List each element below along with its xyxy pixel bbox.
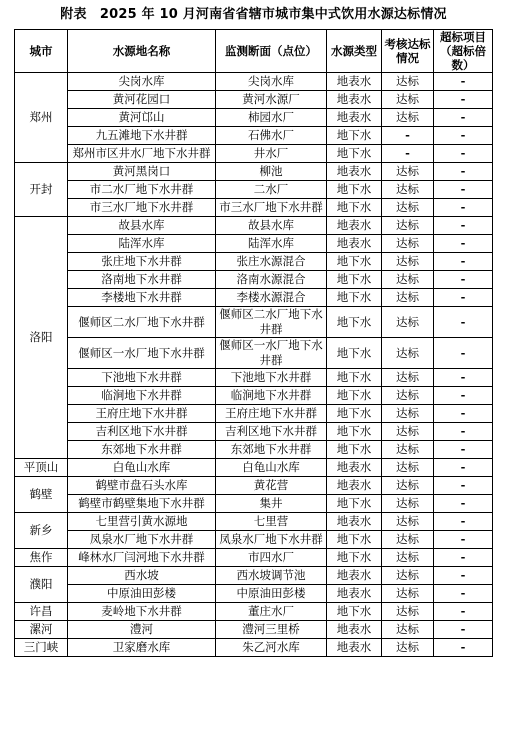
source-name-cell: 白龟山水库	[68, 459, 216, 477]
source-type-cell: 地下水	[327, 423, 382, 441]
source-name-cell: 鹤壁市鹤壁集地下水井群	[68, 495, 216, 513]
source-name-cell: 黄河黑岗口	[68, 163, 216, 181]
exceed-cell: -	[434, 199, 493, 217]
table-row	[15, 513, 493, 531]
exceed-cell: -	[434, 91, 493, 109]
source-name-cell: 吉利区地下水井群	[68, 423, 216, 441]
source-type-cell: 地下水	[327, 531, 382, 549]
exceed-cell: -	[434, 423, 493, 441]
table-row	[15, 459, 493, 477]
compliance-cell: -	[382, 127, 434, 145]
exceed-cell: -	[434, 145, 493, 163]
source-type-cell: 地表水	[327, 235, 382, 253]
exceed-cell: -	[434, 181, 493, 199]
monitoring-site-cell: 西水坡调节池	[216, 567, 327, 585]
source-type-cell: 地下水	[327, 495, 382, 513]
compliance-cell: 达标	[382, 549, 434, 567]
exceed-cell: -	[434, 639, 493, 657]
monitoring-site-cell: 柿园水厂	[216, 109, 327, 127]
compliance-cell: 达标	[382, 235, 434, 253]
monitoring-site-cell: 偃师区一水厂地下水井群	[216, 338, 327, 369]
compliance-cell: 达标	[382, 387, 434, 405]
monitoring-site-cell: 市三水厂地下水井群	[216, 199, 327, 217]
monitoring-site-cell: 下池地下水井群	[216, 369, 327, 387]
compliance-cell: 达标	[382, 603, 434, 621]
monitoring-site-cell: 故县水库	[216, 217, 327, 235]
source-type-cell: 地下水	[327, 387, 382, 405]
monitoring-site-cell: 市四水厂	[216, 549, 327, 567]
source-name-cell: 临涧地下水井群	[68, 387, 216, 405]
source-name-cell: 陆浑水库	[68, 235, 216, 253]
compliance-cell: 达标	[382, 217, 434, 235]
source-type-cell: 地表水	[327, 513, 382, 531]
source-type-cell: 地表水	[327, 639, 382, 657]
table-row	[15, 423, 493, 441]
compliance-cell: 达标	[382, 621, 434, 639]
exceed-cell: -	[434, 163, 493, 181]
monitoring-site-cell: 石佛水厂	[216, 127, 327, 145]
header-city: 城市	[15, 30, 68, 73]
table-header-row	[15, 30, 493, 73]
source-name-cell: 洛南地下水井群	[68, 271, 216, 289]
exceed-cell: -	[434, 307, 493, 338]
exceed-cell: -	[434, 369, 493, 387]
monitoring-site-cell: 中原油田彭楼	[216, 585, 327, 603]
monitoring-site-cell: 董庄水厂	[216, 603, 327, 621]
compliance-cell: 达标	[382, 639, 434, 657]
exceed-cell: -	[434, 253, 493, 271]
page-title: 附表 2025 年 10 月河南省省辖市城市集中式饮用水源达标情况	[60, 7, 447, 22]
compliance-cell: 达标	[382, 567, 434, 585]
table-row	[15, 477, 493, 495]
source-type-cell: 地下水	[327, 253, 382, 271]
monitoring-site-cell: 洛南水源混合	[216, 271, 327, 289]
compliance-cell: 达标	[382, 369, 434, 387]
source-type-cell: 地下水	[327, 127, 382, 145]
table-row	[15, 127, 493, 145]
monitoring-site-cell: 张庄水源混合	[216, 253, 327, 271]
monitoring-site-cell: 李楼水源混合	[216, 289, 327, 307]
city-cell: 开封	[15, 163, 68, 217]
exceed-cell: -	[434, 73, 493, 91]
water-source-table	[14, 29, 493, 657]
source-type-cell: 地下水	[327, 271, 382, 289]
table-row	[15, 585, 493, 603]
exceed-cell: -	[434, 441, 493, 459]
source-type-cell: 地表水	[327, 109, 382, 127]
table-row	[15, 199, 493, 217]
source-name-cell: 黄河邙山	[68, 109, 216, 127]
monitoring-site-cell: 白龟山水库	[216, 459, 327, 477]
city-cell: 焦作	[15, 549, 68, 567]
table-row	[15, 307, 493, 338]
table-row	[15, 289, 493, 307]
exceed-cell: -	[434, 289, 493, 307]
header-source-type: 水源类型	[327, 30, 382, 73]
source-type-cell: 地表水	[327, 477, 382, 495]
table-row	[15, 621, 493, 639]
source-type-cell: 地下水	[327, 307, 382, 338]
table-row	[15, 387, 493, 405]
source-name-cell: 市二水厂地下水井群	[68, 181, 216, 199]
monitoring-site-cell: 黄河水源厂	[216, 91, 327, 109]
table-row	[15, 109, 493, 127]
compliance-cell: 达标	[382, 253, 434, 271]
compliance-cell: 达标	[382, 585, 434, 603]
monitoring-site-cell: 偃师区二水厂地下水井群	[216, 307, 327, 338]
source-name-cell: 李楼地下水井群	[68, 289, 216, 307]
header-exceed-items: 超标项目（超标倍数）	[434, 30, 493, 73]
source-type-cell: 地下水	[327, 405, 382, 423]
exceed-cell: -	[434, 387, 493, 405]
exceed-cell: -	[434, 338, 493, 369]
monitoring-site-cell: 东郊地下水井群	[216, 441, 327, 459]
header-compliance: 考核达标情况	[382, 30, 434, 73]
compliance-cell: 达标	[382, 289, 434, 307]
source-type-cell: 地下水	[327, 603, 382, 621]
monitoring-site-cell: 井水厂	[216, 145, 327, 163]
compliance-cell: 达标	[382, 423, 434, 441]
source-type-cell: 地表水	[327, 91, 382, 109]
source-name-cell: 偃师区一水厂地下水井群	[68, 338, 216, 369]
compliance-cell: 达标	[382, 513, 434, 531]
city-cell: 三门峡	[15, 639, 68, 657]
source-type-cell: 地表水	[327, 459, 382, 477]
exceed-cell: -	[434, 495, 493, 513]
monitoring-site-cell: 凤泉水厂地下水井群	[216, 531, 327, 549]
compliance-cell: 达标	[382, 338, 434, 369]
source-type-cell: 地表水	[327, 567, 382, 585]
table-row	[15, 253, 493, 271]
table-row	[15, 145, 493, 163]
source-type-cell: 地表水	[327, 217, 382, 235]
source-type-cell: 地表水	[327, 621, 382, 639]
compliance-cell: 达标	[382, 477, 434, 495]
compliance-cell: 达标	[382, 271, 434, 289]
monitoring-site-cell: 朱乙河水库	[216, 639, 327, 657]
exceed-cell: -	[434, 477, 493, 495]
source-type-cell: 地表水	[327, 585, 382, 603]
table-row	[15, 369, 493, 387]
source-type-cell: 地下水	[327, 441, 382, 459]
compliance-cell: 达标	[382, 91, 434, 109]
source-name-cell: 市三水厂地下水井群	[68, 199, 216, 217]
table-row	[15, 271, 493, 289]
table-row	[15, 441, 493, 459]
exceed-cell: -	[434, 513, 493, 531]
monitoring-site-cell: 陆浑水库	[216, 235, 327, 253]
compliance-cell: -	[382, 145, 434, 163]
source-name-cell: 西水坡	[68, 567, 216, 585]
exceed-cell: -	[434, 235, 493, 253]
table-row	[15, 163, 493, 181]
source-name-cell: 张庄地下水井群	[68, 253, 216, 271]
source-name-cell: 王府庄地下水井群	[68, 405, 216, 423]
source-type-cell: 地下水	[327, 289, 382, 307]
compliance-cell: 达标	[382, 405, 434, 423]
compliance-cell: 达标	[382, 495, 434, 513]
source-type-cell: 地下水	[327, 338, 382, 369]
source-type-cell: 地表水	[327, 73, 382, 91]
source-type-cell: 地下水	[327, 369, 382, 387]
table-row	[15, 639, 493, 657]
table-row	[15, 91, 493, 109]
table-row	[15, 405, 493, 423]
exceed-cell: -	[434, 459, 493, 477]
table-row	[15, 181, 493, 199]
source-name-cell: 凤泉水厂地下水井群	[68, 531, 216, 549]
table-row	[15, 338, 493, 369]
source-name-cell: 卫家磨水库	[68, 639, 216, 657]
monitoring-site-cell: 澧河三里桥	[216, 621, 327, 639]
source-name-cell: 九五滩地下水井群	[68, 127, 216, 145]
monitoring-site-cell: 二水厂	[216, 181, 327, 199]
compliance-cell: 达标	[382, 531, 434, 549]
compliance-cell: 达标	[382, 199, 434, 217]
source-name-cell: 澧河	[68, 621, 216, 639]
source-type-cell: 地表水	[327, 163, 382, 181]
exceed-cell: -	[434, 531, 493, 549]
compliance-cell: 达标	[382, 441, 434, 459]
monitoring-site-cell: 集井	[216, 495, 327, 513]
source-type-cell: 地下水	[327, 549, 382, 567]
source-name-cell: 黄河花园口	[68, 91, 216, 109]
source-name-cell: 中原油田彭楼	[68, 585, 216, 603]
source-type-cell: 地下水	[327, 199, 382, 217]
source-name-cell: 尖岗水库	[68, 73, 216, 91]
source-type-cell: 地下水	[327, 181, 382, 199]
city-cell: 洛阳	[15, 217, 68, 459]
source-name-cell: 麦岭地下水井群	[68, 603, 216, 621]
source-name-cell: 下池地下水井群	[68, 369, 216, 387]
source-name-cell: 偃师区二水厂地下水井群	[68, 307, 216, 338]
table-body	[15, 73, 493, 657]
monitoring-site-cell: 王府庄地下水井群	[216, 405, 327, 423]
source-name-cell: 故县水库	[68, 217, 216, 235]
city-cell: 濮阳	[15, 567, 68, 603]
table-row	[15, 235, 493, 253]
city-cell: 漯河	[15, 621, 68, 639]
compliance-cell: 达标	[382, 163, 434, 181]
monitoring-site-cell: 吉利区地下水井群	[216, 423, 327, 441]
monitoring-site-cell: 柳池	[216, 163, 327, 181]
monitoring-site-cell: 尖岗水库	[216, 73, 327, 91]
compliance-cell: 达标	[382, 109, 434, 127]
city-cell: 平顶山	[15, 459, 68, 477]
exceed-cell: -	[434, 585, 493, 603]
compliance-cell: 达标	[382, 73, 434, 91]
table-row	[15, 73, 493, 91]
header-monitoring-site: 监测断面（点位）	[216, 30, 327, 73]
source-name-cell: 峰林水厂闫河地下水井群	[68, 549, 216, 567]
table-row	[15, 495, 493, 513]
exceed-cell: -	[434, 405, 493, 423]
source-name-cell: 鹤壁市盘石头水库	[68, 477, 216, 495]
exceed-cell: -	[434, 127, 493, 145]
source-name-cell: 东郊地下水井群	[68, 441, 216, 459]
exceed-cell: -	[434, 567, 493, 585]
city-cell: 许昌	[15, 603, 68, 621]
exceed-cell: -	[434, 271, 493, 289]
exceed-cell: -	[434, 109, 493, 127]
exceed-cell: -	[434, 549, 493, 567]
table-row	[15, 217, 493, 235]
monitoring-site-cell: 七里营	[216, 513, 327, 531]
monitoring-site-cell: 临涧地下水井群	[216, 387, 327, 405]
city-cell: 新乡	[15, 513, 68, 549]
source-name-cell: 郑州市区井水厂地下水井群	[68, 145, 216, 163]
table-row	[15, 549, 493, 567]
compliance-cell: 达标	[382, 307, 434, 338]
table-row	[15, 531, 493, 549]
table-row	[15, 567, 493, 585]
compliance-cell: 达标	[382, 181, 434, 199]
source-type-cell: 地下水	[327, 145, 382, 163]
header-source-name: 水源地名称	[68, 30, 216, 73]
table-row	[15, 603, 493, 621]
city-cell: 郑州	[15, 73, 68, 163]
source-name-cell: 七里营引黄水源地	[68, 513, 216, 531]
monitoring-site-cell: 黄花营	[216, 477, 327, 495]
exceed-cell: -	[434, 217, 493, 235]
city-cell: 鹤壁	[15, 477, 68, 513]
exceed-cell: -	[434, 603, 493, 621]
exceed-cell: -	[434, 621, 493, 639]
compliance-cell: 达标	[382, 459, 434, 477]
